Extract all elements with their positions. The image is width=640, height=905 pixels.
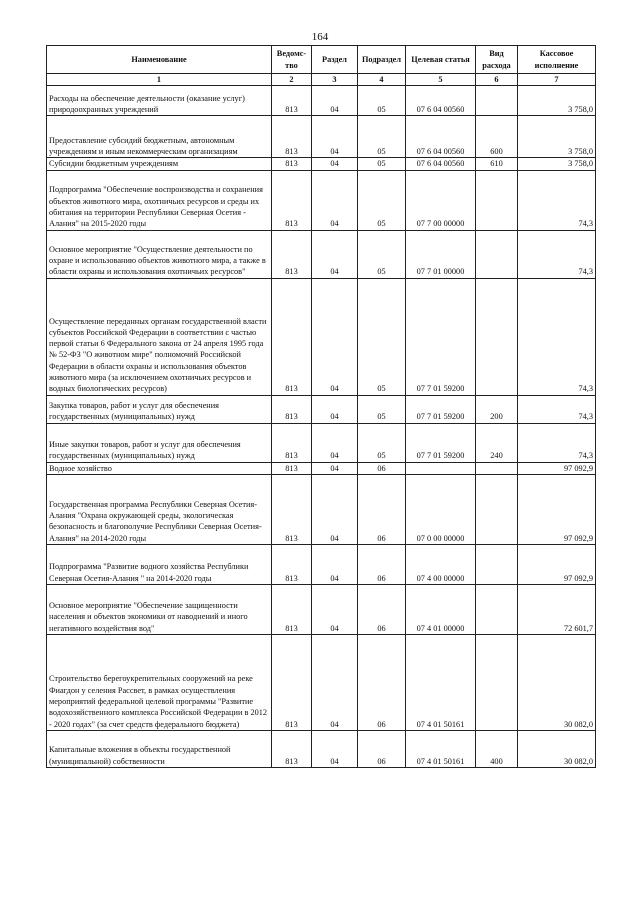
- page-number: 164: [311, 31, 329, 43]
- row-cash-execution: 74,3: [518, 278, 596, 395]
- table-row: [47, 230, 596, 278]
- row-expense-type: 200: [476, 395, 518, 423]
- row-name: Основное мероприятие "Осуществление деятельности по охране и использованию объектов животного мира, а также в области охраны и использования охотничьих ресурсов": [47, 230, 272, 278]
- row-subsection: 05: [358, 423, 406, 462]
- row-expense-type: [476, 230, 518, 278]
- row-subsection: 05: [358, 395, 406, 423]
- row-section: 04: [312, 158, 358, 170]
- row-section: 04: [312, 584, 358, 634]
- row-expense-type: [476, 462, 518, 474]
- row-department: 813: [272, 86, 312, 116]
- row-target-item: 07 4 00 00000: [406, 544, 476, 584]
- row-section: 04: [312, 634, 358, 730]
- header-subsection: Подраздел: [358, 46, 406, 74]
- row-target-item: 07 4 01 00000: [406, 584, 476, 634]
- row-target-item: 07 7 01 59200: [406, 395, 476, 423]
- table-row: [47, 423, 596, 462]
- row-expense-type: [476, 170, 518, 230]
- row-section: 04: [312, 544, 358, 584]
- table-row: [47, 395, 596, 423]
- row-subsection: 06: [358, 474, 406, 544]
- row-subsection: 06: [358, 634, 406, 730]
- table-row: [47, 158, 596, 170]
- row-expense-type: [476, 86, 518, 116]
- row-target-item: 07 6 04 00560: [406, 116, 476, 158]
- row-cash-execution: 74,3: [518, 423, 596, 462]
- row-department: 813: [272, 730, 312, 767]
- row-section: 04: [312, 423, 358, 462]
- row-target-item: [406, 462, 476, 474]
- row-subsection: 06: [358, 730, 406, 767]
- row-target-item: 07 0 00 00000: [406, 474, 476, 544]
- row-name: Расходы на обеспечение деятельности (оказание услуг) природоохранных учреждений: [47, 86, 272, 116]
- column-number-row: [47, 74, 596, 86]
- row-expense-type: [476, 544, 518, 584]
- row-expense-type: 600: [476, 116, 518, 158]
- row-subsection: 06: [358, 544, 406, 584]
- row-name: Водное хозяйство: [47, 462, 272, 474]
- row-section: 04: [312, 395, 358, 423]
- row-section: 04: [312, 730, 358, 767]
- row-subsection: 05: [358, 170, 406, 230]
- table-row: [47, 116, 596, 158]
- row-cash-execution: 74,3: [518, 170, 596, 230]
- row-target-item: 07 7 01 00000: [406, 230, 476, 278]
- table-body: [47, 86, 596, 768]
- row-name: Основное мероприятие "Обеспечение защищенности населения и объектов экономики от наводнений и иного негативного воздействия вод": [47, 584, 272, 634]
- row-department: 813: [272, 230, 312, 278]
- row-expense-type: 610: [476, 158, 518, 170]
- header-expense-type: Вид расхода: [476, 46, 518, 74]
- row-expense-type: [476, 474, 518, 544]
- row-subsection: 06: [358, 584, 406, 634]
- table-row: [47, 544, 596, 584]
- table-row: [47, 278, 596, 395]
- row-department: 813: [272, 544, 312, 584]
- row-target-item: 07 6 04 00560: [406, 86, 476, 116]
- row-section: 04: [312, 230, 358, 278]
- table-row: [47, 462, 596, 474]
- row-cash-execution: 3 758,0: [518, 158, 596, 170]
- row-department: 813: [272, 170, 312, 230]
- row-subsection: 06: [358, 462, 406, 474]
- table-row: [47, 730, 596, 767]
- row-department: 813: [272, 278, 312, 395]
- row-expense-type: 240: [476, 423, 518, 462]
- header-cash-execution: Кассовое исполнение: [518, 46, 596, 74]
- row-name: Иные закупки товаров, работ и услуг для обеспечения государственных (муниципальных) нужд: [47, 423, 272, 462]
- row-cash-execution: 3 758,0: [518, 116, 596, 158]
- row-target-item: 07 7 01 59200: [406, 423, 476, 462]
- column-number: 2: [272, 74, 312, 86]
- column-number: 1: [47, 74, 272, 86]
- row-section: 04: [312, 170, 358, 230]
- row-name: Строительство берегоукрепительных сооружений на реке Фиагдон у селения Рассвет, в рамках осуществления мероприятий федеральной целевой программы "Развитие водохозяйственного комплекса Российской Федерации в 2012 - 2020 годах" (за счет средств федерального бюджета): [47, 634, 272, 730]
- table-row: [47, 86, 596, 116]
- row-department: 813: [272, 158, 312, 170]
- header-department: Ведомс-тво: [272, 46, 312, 74]
- row-cash-execution: 30 082,0: [518, 730, 596, 767]
- row-cash-execution: 97 092,9: [518, 474, 596, 544]
- header-row: [47, 46, 596, 74]
- row-target-item: 07 4 01 50161: [406, 634, 476, 730]
- row-cash-execution: 97 092,9: [518, 544, 596, 584]
- row-department: 813: [272, 474, 312, 544]
- row-name: Осуществление переданных органам государственной власти субъектов Российской Федерации в соответствии с частью первой статьи 6 Федерального закона от 24 апреля 1995 года № 52-ФЗ "О животном мире" полномочий Российской Федерации в области охраны и использования объектов животного мира (за исключением охотничьих ресурсов и водных биологических ресурсов): [47, 278, 272, 395]
- row-expense-type: [476, 278, 518, 395]
- row-expense-type: [476, 584, 518, 634]
- row-subsection: 05: [358, 278, 406, 395]
- row-subsection: 05: [358, 230, 406, 278]
- budget-table: [46, 45, 596, 768]
- row-section: 04: [312, 116, 358, 158]
- row-section: 04: [312, 278, 358, 395]
- table-row: [47, 634, 596, 730]
- row-department: 813: [272, 634, 312, 730]
- row-name: Капитальные вложения в объекты государственной (муниципальной) собственности: [47, 730, 272, 767]
- row-department: 813: [272, 462, 312, 474]
- row-subsection: 05: [358, 158, 406, 170]
- row-name: Субсидии бюджетным учреждениям: [47, 158, 272, 170]
- row-department: 813: [272, 395, 312, 423]
- row-name: Закупка товаров, работ и услуг для обеспечения государственных (муниципальных) нужд: [47, 395, 272, 423]
- header-section: Раздел: [312, 46, 358, 74]
- row-section: 04: [312, 86, 358, 116]
- row-department: 813: [272, 116, 312, 158]
- row-department: 813: [272, 423, 312, 462]
- row-target-item: 07 7 00 00000: [406, 170, 476, 230]
- header-target-item: Целевая статья: [406, 46, 476, 74]
- column-number: 4: [358, 74, 406, 86]
- row-subsection: 05: [358, 116, 406, 158]
- row-subsection: 05: [358, 86, 406, 116]
- row-target-item: 07 7 01 59200: [406, 278, 476, 395]
- row-cash-execution: 72 601,7: [518, 584, 596, 634]
- row-cash-execution: 97 092,9: [518, 462, 596, 474]
- header-name: Наименование: [47, 46, 272, 74]
- row-name: Государственная программа Республики Северная Осетия-Алания "Охрана окружающей среды, экологическая безопасность и благополучие Республики Северная Осетия-Алания" на 2014-2020 годы: [47, 474, 272, 544]
- table-row: [47, 584, 596, 634]
- column-number: 5: [406, 74, 476, 86]
- row-section: 04: [312, 462, 358, 474]
- row-department: 813: [272, 584, 312, 634]
- row-cash-execution: 74,3: [518, 395, 596, 423]
- row-expense-type: [476, 634, 518, 730]
- row-cash-execution: 74,3: [518, 230, 596, 278]
- table-row: [47, 170, 596, 230]
- row-target-item: 07 6 04 00560: [406, 158, 476, 170]
- column-number: 3: [312, 74, 358, 86]
- row-name: Предоставление субсидий бюджетным, автономным учреждениям и иным некоммерческим организациям: [47, 116, 272, 158]
- row-cash-execution: 30 082,0: [518, 634, 596, 730]
- row-name: Подпрограмма "Обеспечение воспроизводства и сохранения объектов животного мира, охотничьих ресурсов и среды их обитания на территории Республики Северная Осетия - Алания" на 2015-2020 годы: [47, 170, 272, 230]
- row-cash-execution: 3 758,0: [518, 86, 596, 116]
- row-name: Подпрограмма "Развитие водного хозяйства Республики Северная Осетия-Алания " на 2014-2020 годы: [47, 544, 272, 584]
- column-number: 7: [518, 74, 596, 86]
- table-row: [47, 474, 596, 544]
- row-section: 04: [312, 474, 358, 544]
- column-number: 6: [476, 74, 518, 86]
- row-target-item: 07 4 01 50161: [406, 730, 476, 767]
- row-expense-type: 400: [476, 730, 518, 767]
